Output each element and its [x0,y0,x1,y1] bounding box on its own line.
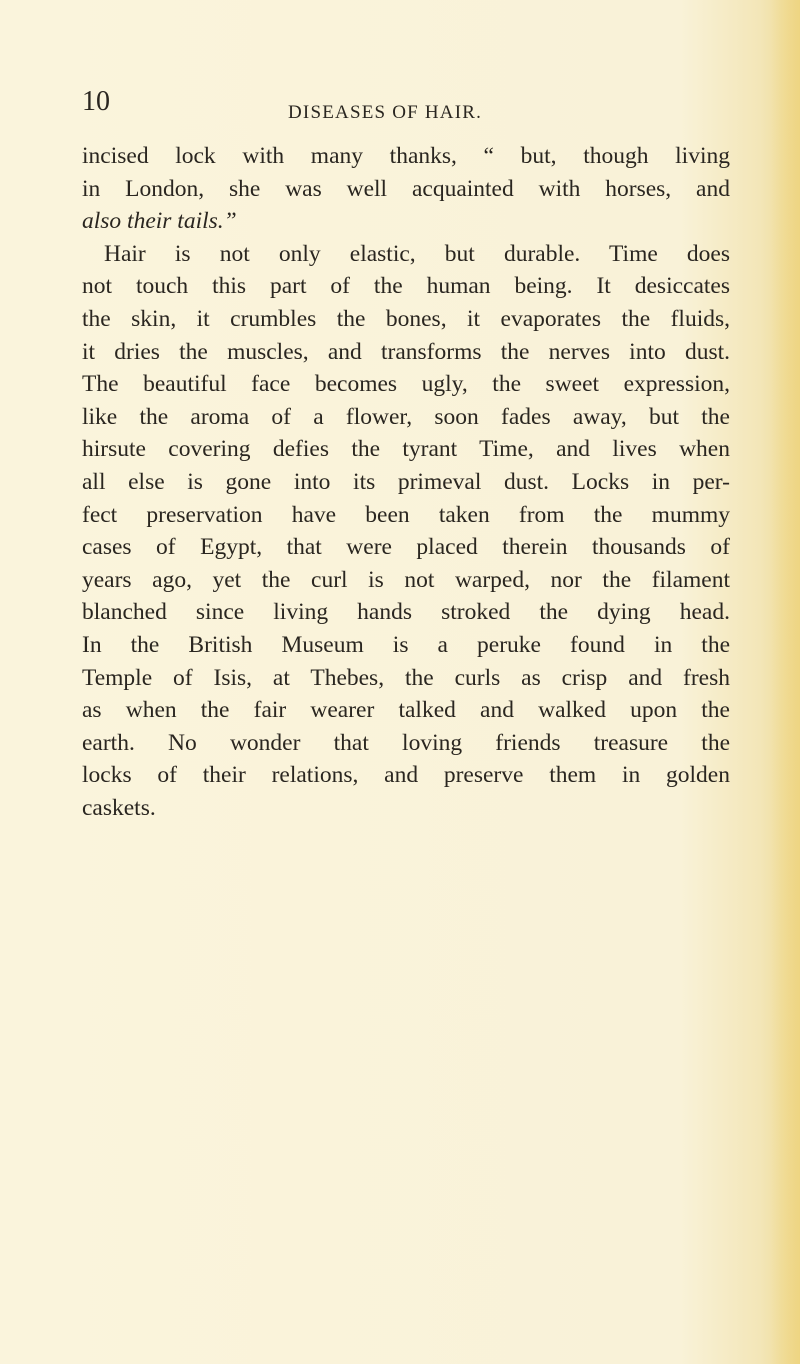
body-text [82,140,730,824]
text-line: In the British Museum is a peruke found in the [82,631,730,658]
text-line: cases of Egypt, that were placed therein thousands of [82,534,730,561]
text-line: earth. No wonder that loving friends treasure the [82,729,730,756]
text-line: in London, she was well acquainted with horses, and [82,175,730,202]
text-line: hirsute covering defies the tyrant Time, and lives when [82,436,730,463]
text-line: the skin, it crumbles the bones, it evaporates the fluids, [82,305,730,332]
text-line: locks of their relations, and preserve them in golden [82,762,730,789]
text-line: caskets. [82,794,156,821]
text-line: incised lock with many thanks, “ but, though living [82,143,730,169]
text-line: like the aroma of a flower, soon fades away, but the [82,403,730,430]
text-line: The beautiful face becomes ugly, the sweet expression, [82,371,730,398]
text-line: blanched since living hands stroked the dying head. [82,599,730,626]
text-line-italic: also their tails.” [82,208,237,235]
text-line: years ago, yet the curl is not warped, nor the filament [82,566,730,593]
text-line: fect preservation have been taken from the mummy [82,501,730,528]
running-head: DISEASES OF HAIR. [288,102,483,123]
text-line: all else is gone into its primeval dust. Locks in per- [82,468,730,495]
text-line: Temple of Isis, at Thebes, the curls as crisp and fresh [82,664,730,691]
page-edge-shading [770,0,800,1364]
page-number: 10 [82,86,110,117]
text-line: it dries the muscles, and transforms the nerves into dust. [82,338,730,365]
text-line: not touch this part of the human being. It desiccates [82,273,730,300]
text-line: Hair is not only elastic, but durable. Time does [104,240,730,267]
text-line: as when the fair wearer talked and walked upon the [82,697,730,724]
page-header [0,86,800,126]
